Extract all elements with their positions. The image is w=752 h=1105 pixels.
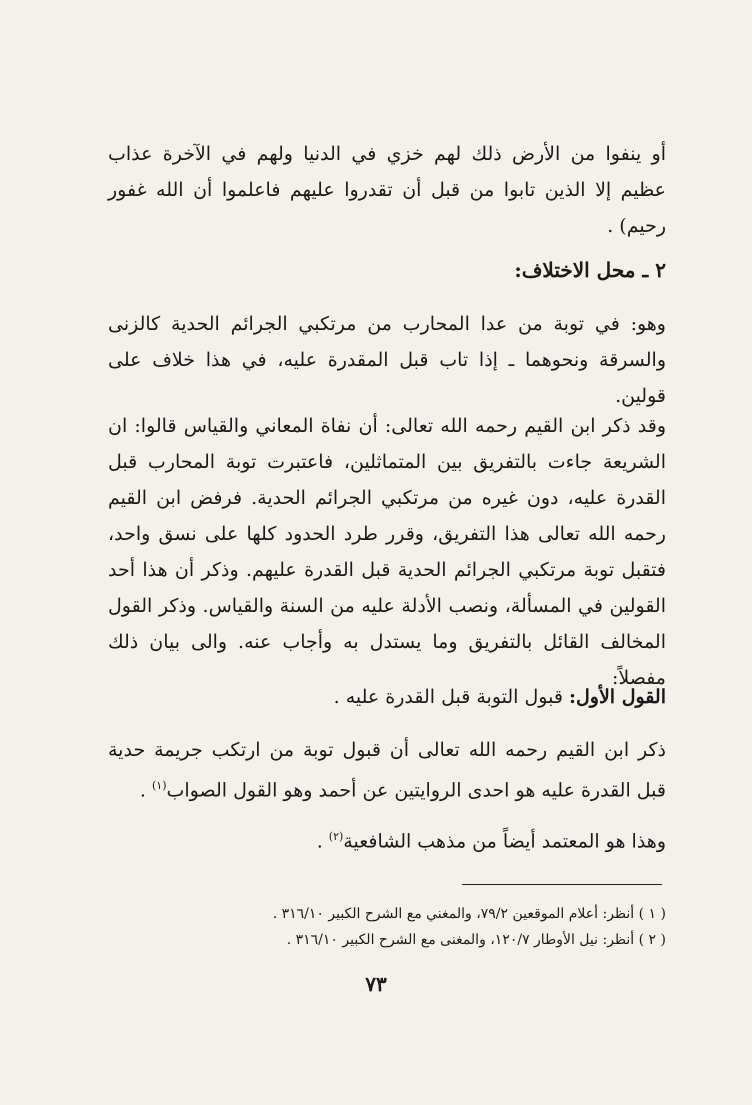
paragraph-shafii (317, 830, 666, 852)
footnote-ref-1: (١) (152, 779, 167, 792)
paragraph-first-opinion-end: . (139, 779, 152, 802)
section-heading: ٢ ـ محل الاختلاف: (514, 258, 666, 282)
paragraph-shafii-end: . (316, 830, 329, 853)
page-number: ٧٣ (365, 972, 387, 996)
first-opinion-text: قبول التوبة قبل القدرة عليه . (333, 686, 569, 708)
footnote-1: ( ١ ) أنظر: أعلام الموقعين ٧٩/٢، والمغني مع الشرح الكبير ٣١٦/١٠ . (272, 906, 666, 922)
footnote-2: ( ٢ ) أنظر: نيل الأوطار ١٢٠/٧، والمغنى مع الشرح الكبير ٣١٦/١٠ . (286, 932, 666, 948)
paragraph-first-opinion-text: ذكر ابن القيم رحمه الله تعالى أن قبول توبة من ارتكب جريمة حدية قبل القدرة عليه هو احدى الروايتين عن أحمد وهو القول الصواب (108, 739, 666, 802)
paragraph-quran-verse: أو ينفوا من الأرض ذلك لهم خزي في الدنيا ولهم في الآخرة عذاب عظيم إلا الذين تابوا من قبل أن تقدروا عليهم فاعلموا أن الله غفور رحيم) . (108, 143, 666, 237)
footnote-divider (462, 884, 662, 885)
paragraph-ibn-qayyim: وقد ذكر ابن القيم رحمه الله تعالى: أن نفاة المعاني والقياس قالوا: ان الشريعة جاءت بالتفريق بين المتماثلين، فاعتبرت توبة المحارب قبل القدرة عليه، دون غيره من مرتكبي الجرائم الحدية. فرفض ابن القيم رحمه الله تعالى هذا التفريق، وقرر طرد الحدود كلها على نسق واحد، فتقبل توبة مرتكبي الجرائم الحدية قبل القدرة عليهم. وذكر أن هذا أحد القولين في المسألة، ونصب الأدلة عليه من السنة والقياس. وذكر القول المخالف القائل بالتفريق وما يستدل به وأجاب عنه. والى بيان ذلك مفصلاً: (108, 415, 666, 689)
first-opinion-label: القول الأول: (568, 686, 666, 708)
paragraph-definition: وهو: في توبة من عدا المحارب من مرتكبي الجرائم الحدية كالزنى والسرقة ونحوهما ـ إذا تاب قبل المقدرة عليه، في هذا خلاف على قولين. (108, 313, 666, 407)
paragraph-shafii-text: وهذا هو المعتمد أيضاً من مذهب الشافعية (343, 830, 666, 853)
paragraph-first-opinion (108, 732, 666, 808)
footnote-ref-2: (٢) (328, 830, 344, 843)
first-opinion-line (334, 686, 666, 708)
